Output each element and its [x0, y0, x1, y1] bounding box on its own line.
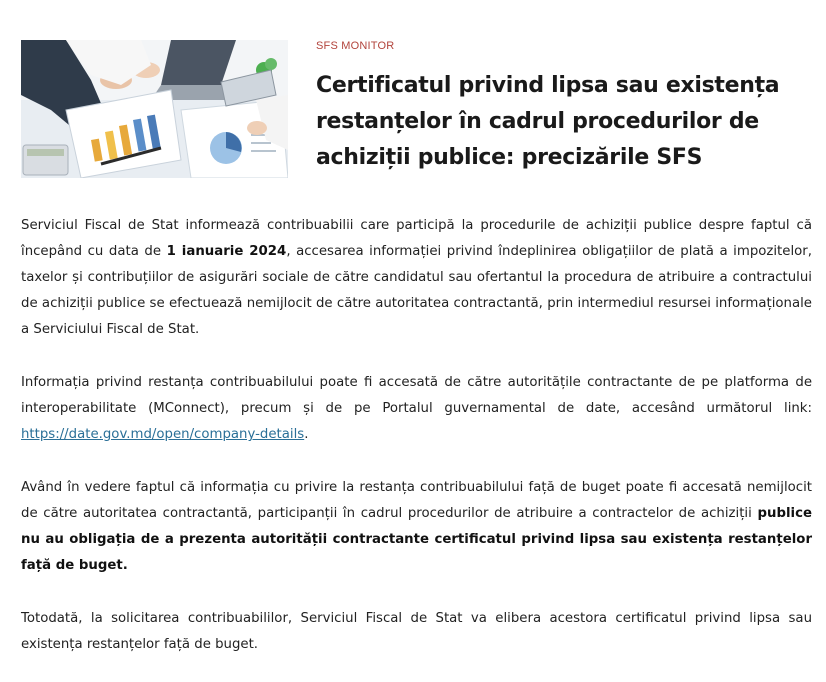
paragraph-3-emphasis: publice nu au obligația de a prezenta autorității contractante certificatul privind lipsa sau existența restanțelor față de buget.	[21, 506, 812, 573]
paragraph-3-text-a: Având în vedere faptul că informația cu privire la restanța contribuabilului față de buget poate fi accesată nemijlocit de către autoritatea contractantă, participanții în cadrul procedurilor de atribuire a contractelor de achiziții	[21, 480, 812, 521]
paragraph-2	[21, 370, 812, 448]
article-body	[21, 213, 812, 682]
paragraph-1-text-a: Serviciul Fiscal de Stat informează contribuabilii care participă la procedurile de achiziții publice despre faptul că începând cu data de	[21, 218, 812, 259]
article-title: Certificatul privind lipsa sau existența restanțelor în cadrul procedurilor de achiziții publice: precizările SFS	[316, 73, 780, 170]
financial-charts-photo	[21, 40, 288, 178]
paragraph-2-text-b: .	[304, 427, 309, 442]
paragraph-1	[21, 213, 812, 343]
article-image[interactable]	[21, 40, 288, 178]
paragraph-2-text-a: Informația privind restanța contribuabilului poate fi accesată de către autoritățile contractante de pe platforma de interoperabilitate (MConnect), precum și de pe Portalul guvernamental de date, accesând următorul link:	[21, 375, 812, 416]
paragraph-1-text-b: , accesarea informației privind îndeplinirea obligațiilor de plată a impozitelor, taxelor și contribuțiilor de asigurări sociale de către candidatul sau ofertantul la procedura de atribuire a contractului de achiziții publice se efectuează nemijlocit de către autoritatea contractantă, prin intermediul resursei informaționale a Serviciului Fiscal de Stat.	[21, 244, 812, 337]
article-header	[21, 40, 811, 180]
company-details-link[interactable]: https://date.gov.md/open/company-details	[21, 427, 305, 442]
article-category[interactable]: SFS MONITOR	[316, 40, 395, 52]
paragraph-3	[21, 475, 812, 579]
paragraph-4: Totodată, la solicitarea contribuabililor, Serviciul Fiscal de Stat va elibera acestora certificatul privind lipsa sau existența restanțelor față de buget.	[21, 611, 812, 652]
paragraph-1-date: 1 ianuarie 2024	[166, 244, 287, 259]
